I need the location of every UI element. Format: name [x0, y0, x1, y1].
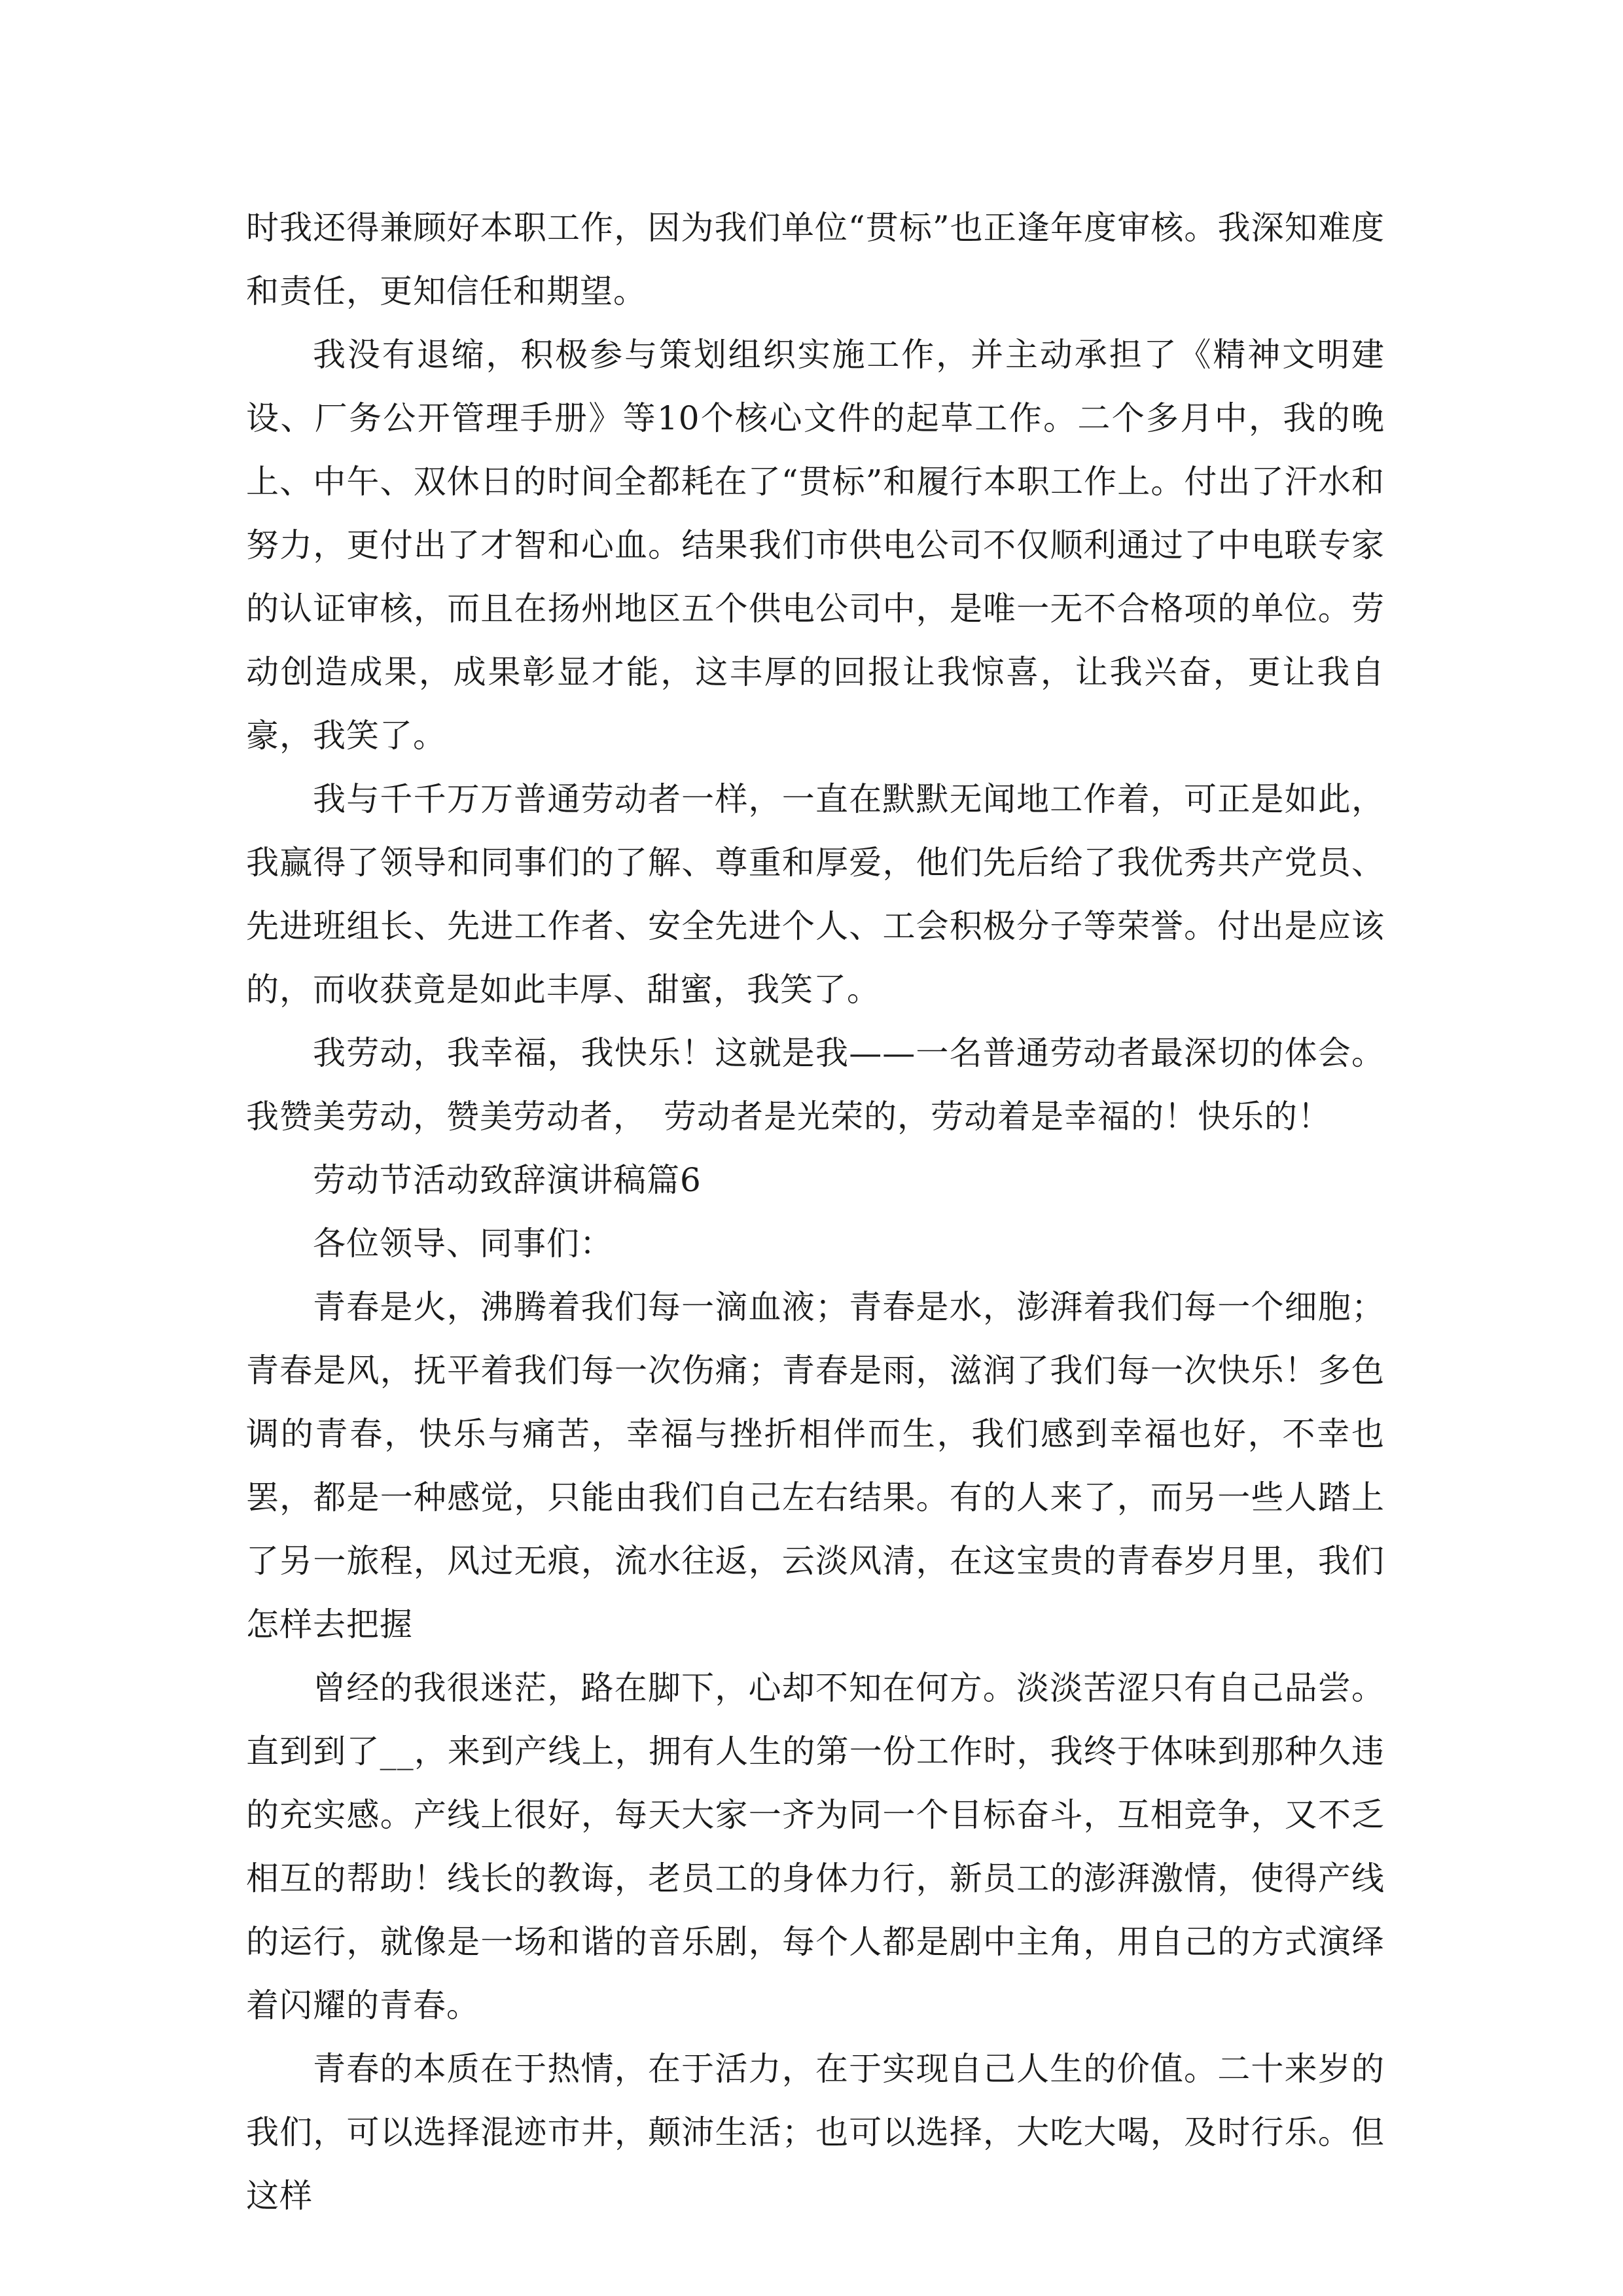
paragraph-essence-of-youth: 青春的本质在于热情，在于活力，在于实现自己人生的价值。二十来岁的我们，可以选择混迹市井，颠沛生活；也可以选择，大吃大喝，及时行乐。但这样 [246, 2050, 1385, 2215]
paragraph-praise-labor: 我劳动，我幸福，我快乐！这就是我——一名普通劳动者最深切的体会。我赞美劳动，赞美劳动者， 劳动者是光荣的，劳动着是幸福的！快乐的！ [246, 1034, 1385, 1136]
paragraph-youth-metaphor: 青春是火，沸腾着我们每一滴血液；青春是水，澎湃着我们每一个细胞；青春是风，抚平着我们每一次伤痛；青春是雨，滋润了我们每一次快乐！多色调的青春，快乐与痛苦，幸福与挫折相伴而生，我们感到幸福也好，不幸也罢，都是一种感觉，只能由我们自己左右结果。有的人来了，而另一些人踏上了另一旅程，风过无痕，流水往返，云淡风清，在这宝贵的青春岁月里，我们怎样去把握 [246, 1288, 1385, 1643]
salutation: 各位领导、同事们： [313, 1225, 613, 1263]
paragraph-drafting-work: 我没有退缩，积极参与策划组织实施工作，并主动承担了《精神文明建设、厂务公开管理手册》等10个核心文件的起草工作。二个多月中，我的晚上、中午、双休日的时间全都耗在了“贯标”和履行本职工作上。付出了汗水和努力，更付出了才智和心血。结果我们市供电公司不仅顺利通过了中电联专家的认证审核，而且在扬州地区五个供电公司中，是唯一无不合格项的单位。劳动创造成果，成果彰显才能，这丰厚的回报让我惊喜，让我兴奋，更让我自豪，我笑了。 [246, 336, 1385, 755]
paragraph-production-line: 曾经的我很迷茫，路在脚下，心却不知在何方。淡淡苦涩只有自己品尝。直到到了__，来到产线上，拥有人生的第一份工作时，我终于体味到那种久违的充实感。产线上很好，每天大家一齐为同一个目标奋斗，互相竞争，又不乏相互的帮助！线长的教诲，老员工的身体力行，新员工的澎湃激情，使得产线的运行，就像是一场和谐的音乐剧，每个人都是剧中主角，用自己的方式演绎着闪耀的青春。 [246, 1669, 1385, 2024]
section-heading: 劳动节活动致辞演讲稿篇6 [313, 1161, 702, 1199]
paragraph-honors: 我与千千万万普通劳动者一样，一直在默默无闻地工作着，可正是如此，我赢得了领导和同事们的了解、尊重和厚爱，他们先后给了我优秀共产党员、先进班组长、先进工作者、安全先进个人、工会积极分子等荣誉。付出是应该的，而收获竟是如此丰厚、甜蜜，我笑了。 [246, 780, 1385, 1009]
body-text [246, 196, 1385, 2228]
paragraph-continuation: 时我还得兼顾好本职工作，因为我们单位“贯标”也正逢年度审核。我深知难度和责任，更知信任和期望。 [246, 209, 1385, 310]
